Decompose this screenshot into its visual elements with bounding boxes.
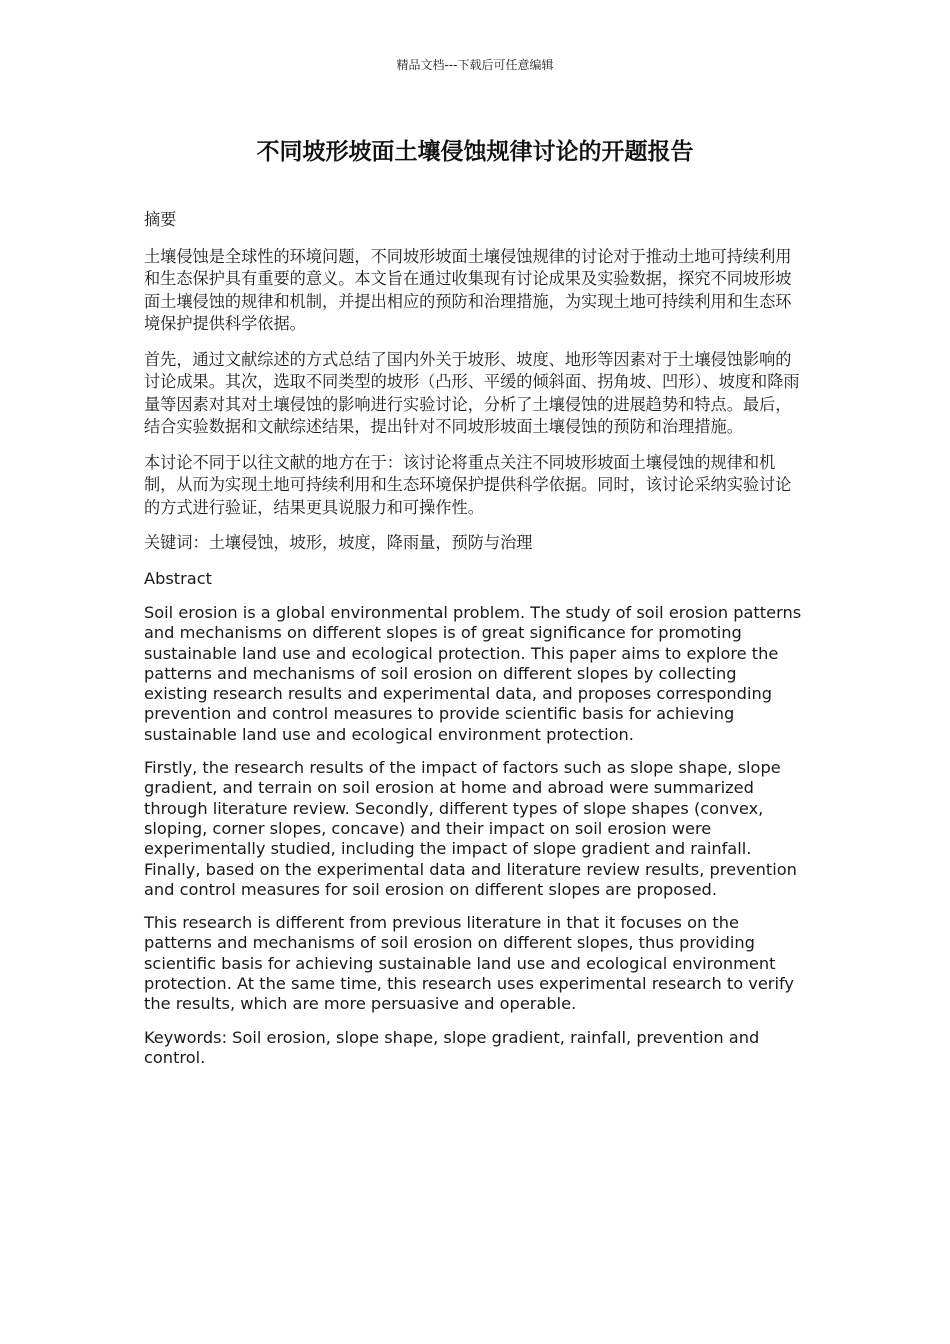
en-keywords: Keywords: Soil erosion, slope shape, slope gradient, rainfall, prevention and control. (144, 1027, 760, 1067)
document-body (144, 209, 804, 1081)
cn-keywords: 关键词：土壤侵蚀，坡形，坡度，降雨量，预防与治理 (144, 533, 533, 552)
en-paragraph-1: Soil erosion is a global environmental problem. The study of soil erosion patterns and mechanisms on different slopes is of great significance for promoting sustainable land use and ecological protection. This paper aims to explore the patterns and mechanisms of soil erosion on different slopes by collecting existing research results and experimental data, and proposes corresponding prevention and control measures to provide scientific basis for achieving sustainable land use and ecological environment protection. (144, 603, 802, 744)
cn-abstract-heading: 摘要 (144, 210, 177, 229)
en-paragraph-2: Firstly, the research results of the impact of factors such as slope shape, slope gradient, and terrain on soil erosion at home and abroad were summarized through literature review. Secondly, different types of slope shapes (convex, sloping, corner slopes, concave) and their impact on soil erosion were experimentally studied, including the impact of slope gradient and rainfall. Finally, based on the experimental data and literature review results, prevention and control measures for soil erosion on different slopes are proposed. (144, 758, 797, 899)
page-header-caption: 精品文档---下载后可任意编辑 (396, 58, 554, 72)
cn-paragraph-2: 首先，通过文献综述的方式总结了国内外关于坡形、坡度、地形等因素对于土壤侵蚀影响的讨论成果。其次，选取不同类型的坡形（凸形、平缓的倾斜面、拐角坡、凹形）、坡度和降雨量等因素对其对土壤侵蚀的影响进行实验讨论，分析了土壤侵蚀的进展趋势和特点。最后，结合实验数据和文献综述结果，提出针对不同坡形坡面土壤侵蚀的预防和治理措施。 (144, 349, 800, 436)
en-abstract-heading: Abstract (144, 568, 212, 588)
document-title: 不同坡形坡面土壤侵蚀规律讨论的开题报告 (256, 139, 694, 165)
cn-paragraph-1: 土壤侵蚀是全球性的环境问题，不同坡形坡面土壤侵蚀规律的讨论对于推动土地可持续利用和生态保护具有重要的意义。本文旨在通过收集现有讨论成果及实验数据，探究不同坡形坡面土壤侵蚀的规律和机制，并提出相应的预防和治理措施，为实现土地可持续利用和生态环境保护提供科学依据。 (144, 246, 792, 333)
en-paragraph-3: This research is different from previous literature in that it focuses on the patterns and mechanisms of soil erosion on different slopes, thus providing scientific basis for achieving sustainable land use and ecological environment protection. At the same time, this research uses experimental research to verify the results, which are more persuasive and operable. (144, 913, 794, 1014)
cn-paragraph-3: 本讨论不同于以往文献的地方在于：该讨论将重点关注不同坡形坡面土壤侵蚀的规律和机制，从而为实现土地可持续利用和生态环境保护提供科学依据。同时，该讨论采纳实验讨论的方式进行验证，结果更具说服力和可操作性。 (144, 452, 792, 517)
